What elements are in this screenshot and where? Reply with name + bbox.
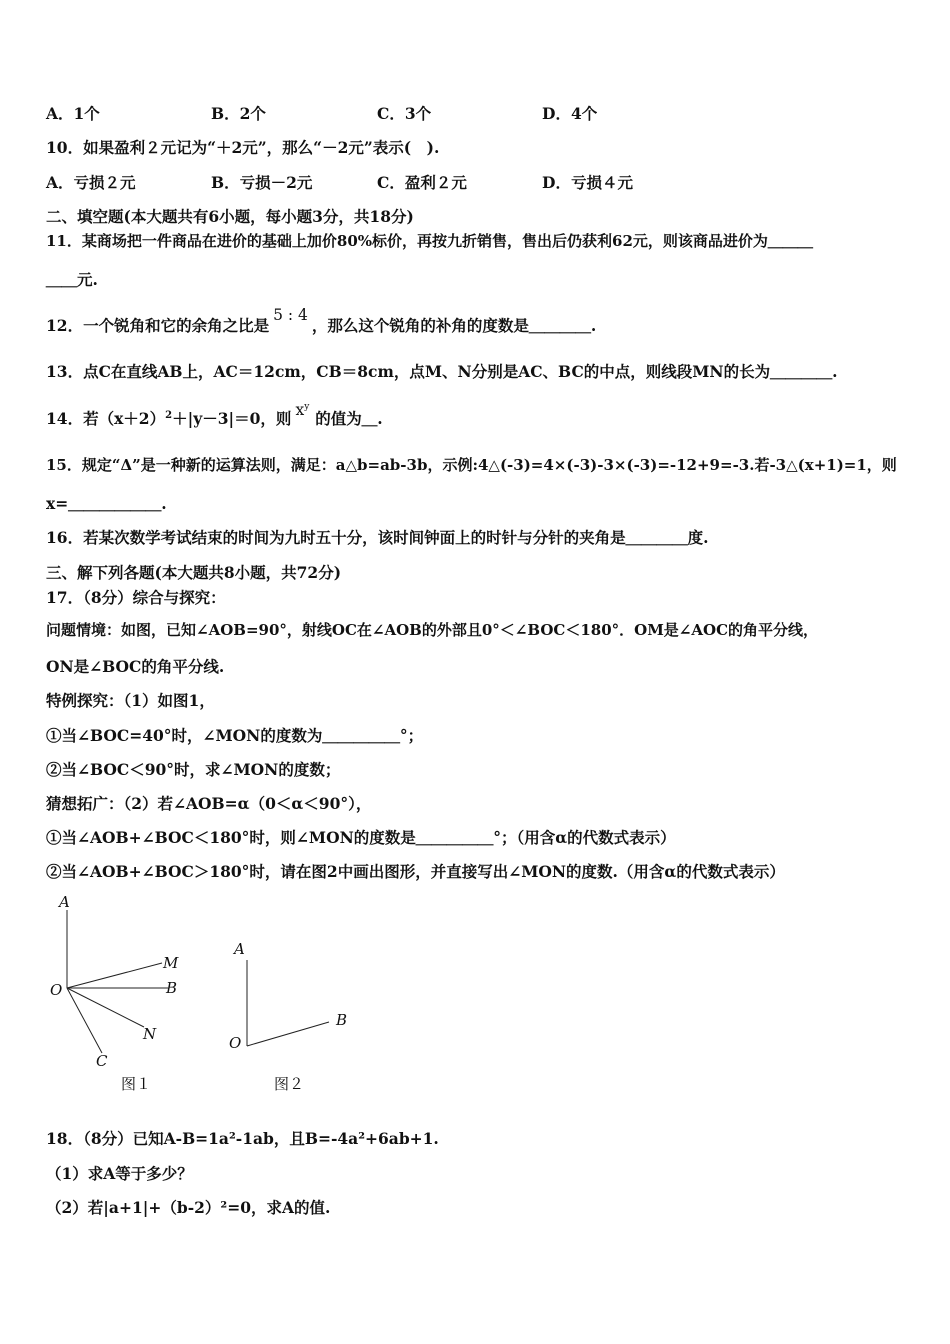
q10-stem: 10．如果盈利２元记为“＋2元”，那么“－2元”表示( ). (46, 138, 440, 157)
fig2-caption: 图２ (274, 1075, 305, 1093)
q14-sup: 2 (165, 409, 173, 421)
q14-exp: y (304, 401, 310, 412)
fig1-ray-oc (67, 988, 102, 1053)
q11-line1: 11．某商场把一件商品在进价的基础上加价80%标价，再按九折销售，售出后仍获利62元，则该商品进价为＿＿＿ (46, 232, 813, 250)
fig2-label-a: A (234, 940, 245, 958)
fig2-ray-ob (247, 1022, 329, 1046)
fig1-ray-om (67, 963, 162, 988)
q17-line1: 问题情境：如图，已知∠AOB=90°，射线OC在∠AOB的外部且0°＜∠BOC＜180°．OM是∠AOC的角平分线， (46, 621, 819, 639)
section-3-heading: 三、解下列各题(本大题共8小题，共72分) (46, 563, 342, 582)
fig2-label-o: O (229, 1034, 242, 1052)
q10-option-b: B．亏损－2元 (211, 173, 313, 192)
q11-line2: ＿＿元. (46, 270, 98, 289)
q18-part2: （2）若|a+1|+（b-2）²=0，求A的值. (46, 1198, 331, 1217)
q17-line3: 特例探究：（1）如图1， (46, 691, 215, 710)
q18-head: 18．（8分）已知A-B=1a²-1ab，且B=-4a²+6ab+1. (46, 1129, 439, 1148)
q17-line2: ON是∠BOC的角平分线. (46, 657, 225, 676)
fig1-label-o: O (50, 981, 63, 999)
figure-2 (225, 940, 365, 1060)
fig1-label-b: B (166, 979, 178, 997)
fig1-caption: 图１ (121, 1075, 152, 1093)
q18-part1: （1）求A等于多少？ (46, 1164, 193, 1183)
q17-line7: ①当∠AOB+∠BOC＜180°时，则∠MON的度数是＿＿＿＿＿°；（用含α的代数式表示） (46, 828, 676, 847)
fig1-label-a: A (59, 893, 70, 911)
q10-option-c: C．盈利２元 (377, 173, 467, 192)
q10-option-a: A．亏损２元 (46, 173, 136, 192)
q14 (46, 401, 383, 429)
q9-option-d: D．4个 (542, 104, 598, 123)
q9-option-b: B．2个 (211, 104, 266, 123)
q15-line1: 15．规定“Δ”是一种新的运算法则，满足：a△b=ab-3b，示例:4△(-3)=4×(-3)-3×(-3)=-12+9=-3.若-3△(x+1)=1，则 (46, 456, 897, 474)
q12 (46, 306, 597, 336)
q14-base: x (295, 401, 305, 419)
fig1-label-m: M (163, 954, 179, 972)
q15-line2: x=＿＿＿＿＿＿. (46, 494, 167, 513)
q9-option-a: A．1个 (46, 104, 100, 123)
q14-post: 的值为＿. (315, 409, 383, 428)
section-2-heading: 二、填空题(本大题共有6小题，每小题3分，共18分) (46, 207, 414, 226)
q13: 13．点C在直线AB上，AC＝12cm，CB＝8cm，点M、N分别是AC、BC的中点，则线段MN的长为＿＿＿＿. (46, 362, 838, 381)
q10-option-d: D．亏损４元 (542, 173, 633, 192)
q17-line6: 猜想拓广：（2）若∠AOB=α（0＜α＜90°）， (46, 794, 372, 813)
fig1-label-c: C (96, 1052, 108, 1070)
q12-ratio: 5 : 4 (273, 306, 308, 324)
q14-pre: 14．若（x＋2） (46, 409, 166, 428)
q9-option-c: C．3个 (377, 104, 432, 123)
q16: 16．若某次数学考试结束的时间为九时五十分，该时间钟面上的时针与分针的夹角是＿＿＿＿度. (46, 528, 709, 547)
q17-head: 17．（8分）综合与探究： (46, 588, 226, 607)
q12-pre: 12．一个锐角和它的余角之比是 (46, 316, 270, 335)
q14-mid: ＋|y－3|＝0，则 (172, 409, 292, 428)
q12-post: ，那么这个锐角的补角的度数是＿＿＿＿. (311, 316, 597, 335)
q17-line8: ②当∠AOB+∠BOC＞180°时，请在图2中画出图形，并直接写出∠MON的度数.（用含α的代数式表示） (46, 862, 785, 881)
q17-line5: ②当∠BOC＜90°时，求∠MON的度数； (46, 760, 341, 779)
q17-line4: ①当∠BOC=40°时，∠MON的度数为＿＿＿＿＿°； (46, 726, 424, 745)
fig1-label-n: N (143, 1025, 157, 1043)
fig2-label-b: B (336, 1011, 348, 1029)
fig1-ray-on (67, 988, 144, 1027)
